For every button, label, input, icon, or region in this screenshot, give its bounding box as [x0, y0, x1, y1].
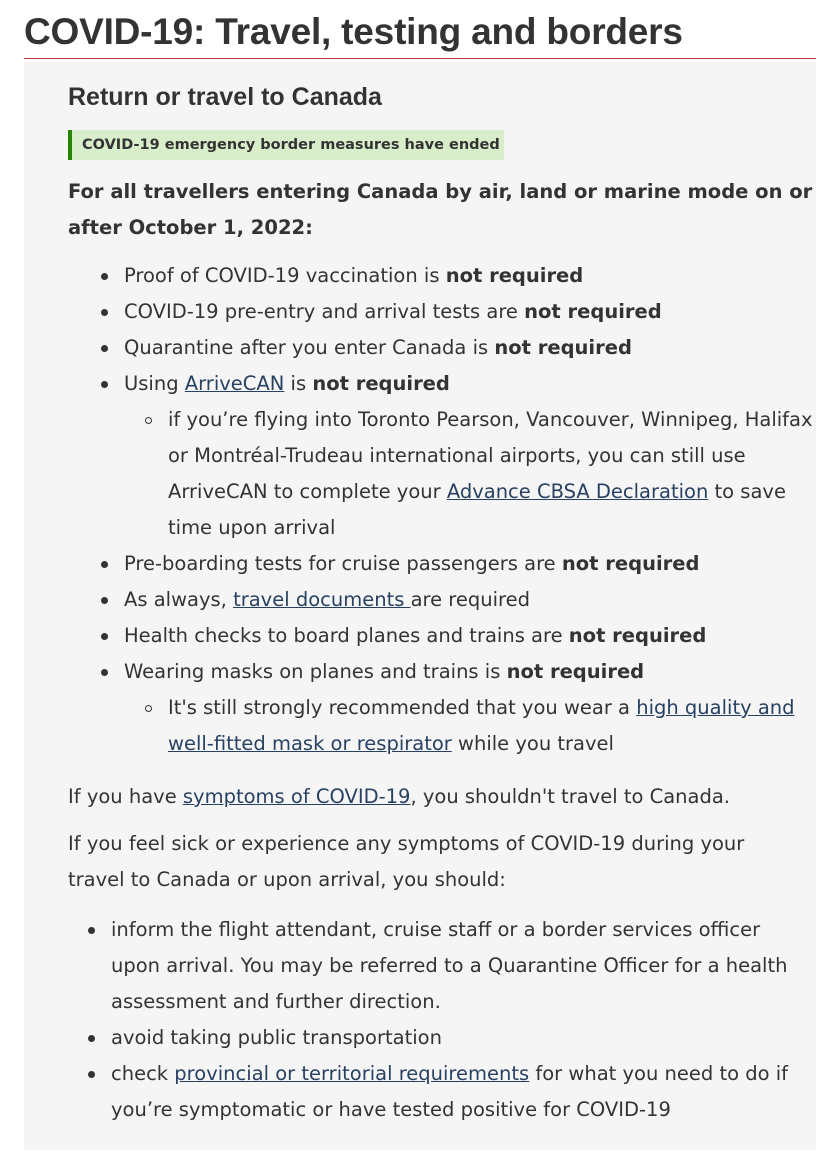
bullet-disc — [101, 561, 108, 568]
list-item: Proof of COVID-19 vaccination is not required — [124, 264, 584, 287]
list-item: As always, travel documents are required — [124, 588, 531, 611]
alert-success: COVID-19 emergency border measures have ended — [68, 130, 504, 160]
section-heading: Return or travel to Canada — [68, 83, 382, 111]
list-item: Health checks to board planes and trains are not required — [124, 624, 707, 647]
sick-paragraph: If you feel sick or experience any symptoms of COVID-19 during your travel to Canada or upon arrival, you should: — [68, 832, 745, 891]
bullet-disc — [88, 1035, 95, 1042]
list-item: inform the flight attendant, cruise staff or a border services officer upon arrival. You may be referred to a Quarantine Officer for a health assessment and further direction. — [111, 918, 788, 1013]
bullet-disc — [101, 633, 108, 640]
provincial-requirements-link[interactable]: provincial or territorial requirements — [174, 1062, 530, 1085]
list-item: COVID-19 pre-entry and arrival tests are not required — [124, 300, 662, 323]
content-panel — [24, 62, 816, 1150]
list-item: check provincial or territorial requirements for what you need to do if you’re symptomatic or have tested positive for COVID-19 — [111, 1062, 789, 1121]
list-item: Wearing masks on planes and trains is not required — [124, 660, 645, 683]
list-item: if you’re flying into Toronto Pearson, Vancouver, Winnipeg, Halifax or Montréal-Trudeau international airports, you can still use ArriveCAN to complete your Advance CBSA Declaration to save time upon arrival — [168, 408, 813, 539]
advance-cbsa-declaration-link[interactable]: Advance CBSA Declaration — [446, 480, 709, 503]
bullet-disc — [101, 345, 108, 352]
intro-text: For all travellers entering Canada by air, land or marine mode on or after October 1, 2022: — [68, 180, 813, 239]
title-divider — [24, 58, 816, 59]
list-item: Using ArriveCAN is not required — [124, 372, 450, 395]
bullet-disc — [101, 597, 108, 604]
list-item: avoid taking public transportation — [111, 1026, 442, 1049]
bullet-circle — [145, 705, 152, 712]
bullet-disc — [101, 273, 108, 280]
list-item: Pre-boarding tests for cruise passengers are not required — [124, 552, 700, 575]
bullet-disc — [101, 669, 108, 676]
arrivecan-link[interactable]: ArriveCAN — [184, 372, 285, 395]
bullet-disc — [101, 381, 108, 388]
symptoms-link[interactable]: symptoms of COVID-19 — [182, 785, 411, 808]
bullet-disc — [88, 1071, 95, 1078]
bullet-disc — [88, 927, 95, 934]
bullet-disc — [101, 309, 108, 316]
travel-documents-link[interactable]: travel documents — [233, 588, 411, 611]
symptoms-paragraph: If you have symptoms of COVID-19, you shouldn't travel to Canada. — [68, 785, 731, 808]
page-title: COVID-19: Travel, testing and borders — [24, 11, 683, 52]
list-item: It's still strongly recommended that you wear a high quality and well-fitted mask or respirator while you travel — [168, 696, 795, 755]
mask-respirator-link[interactable]: high quality and well-fitted mask or respirator — [168, 696, 795, 755]
list-item: Quarantine after you enter Canada is not required — [124, 336, 632, 359]
bullet-circle — [145, 417, 152, 424]
